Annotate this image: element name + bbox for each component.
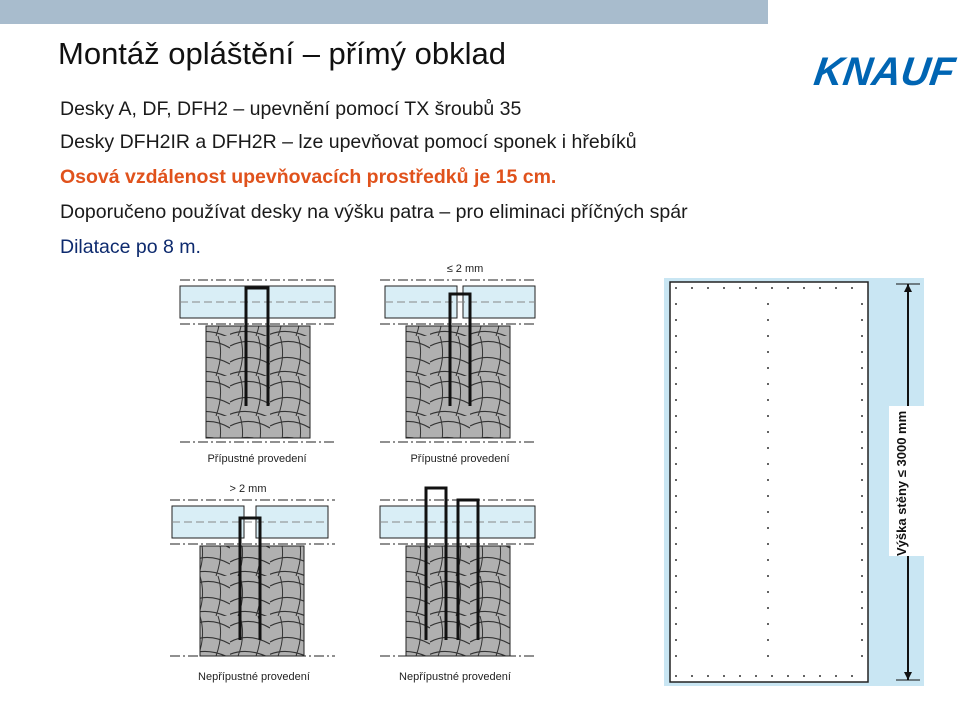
fastener-dot <box>675 575 677 577</box>
fastener-dot <box>861 383 863 385</box>
fastener-dot <box>861 655 863 657</box>
fastener-dot <box>851 287 853 289</box>
bullet-2: Desky DFH2IR a DFH2R – lze upevňovat pomocí sponek i hřebíků <box>60 131 637 153</box>
fastener-dot <box>861 335 863 337</box>
fastener-dot <box>767 575 769 577</box>
fastener-dot <box>861 575 863 577</box>
fastener-dot <box>767 655 769 657</box>
fastener-dot <box>675 543 677 545</box>
fastener-dot <box>675 415 677 417</box>
fastener-dot <box>803 287 805 289</box>
fastener-dot <box>819 287 821 289</box>
fastener-dot <box>675 287 677 289</box>
fastener-dot <box>771 675 773 677</box>
knauf-logo-text: KNAUF <box>811 49 958 94</box>
fastener-dot <box>861 479 863 481</box>
fastener-dot <box>675 527 677 529</box>
fastener-dot <box>861 367 863 369</box>
fastener-dot <box>767 607 769 609</box>
caption-top-right: Přípustné provedení <box>410 453 510 465</box>
fastener-dot <box>767 591 769 593</box>
bullet-3-highlight: Osová vzdálenost upevňovacích prostředků je 15 cm. <box>60 166 557 188</box>
fastener-dot <box>723 675 725 677</box>
fastener-dot <box>861 431 863 433</box>
fastener-dot <box>767 463 769 465</box>
fastener-dot <box>767 431 769 433</box>
fastener-dot <box>767 415 769 417</box>
fastener-dot <box>691 675 693 677</box>
fastener-dot <box>739 675 741 677</box>
fastener-dot <box>767 367 769 369</box>
fastener-dot <box>675 463 677 465</box>
fastener-dot <box>675 675 677 677</box>
fastener-dot <box>675 383 677 385</box>
bullet-5: Dilatace po 8 m. <box>60 236 201 258</box>
diagram-top-right <box>380 263 535 465</box>
fastener-dot <box>803 675 805 677</box>
fastener-dot <box>767 623 769 625</box>
fastener-dot <box>675 335 677 337</box>
fastener-dot <box>675 479 677 481</box>
fastener-dot <box>771 287 773 289</box>
bullet-1: Desky A, DF, DFH2 – upevnění pomocí TX šroubů 35 <box>60 98 522 120</box>
fastener-dot <box>861 399 863 401</box>
fastener-dot <box>675 447 677 449</box>
diagram-bottom-right <box>380 488 535 683</box>
wall-panel-diagram <box>664 278 924 686</box>
fastener-dot <box>861 447 863 449</box>
fastener-dot <box>861 639 863 641</box>
fastener-dot <box>787 287 789 289</box>
fastener-dot <box>675 399 677 401</box>
fastener-dot <box>675 303 677 305</box>
fastener-dot <box>767 527 769 529</box>
fastener-dot <box>767 447 769 449</box>
fastener-dot <box>767 511 769 513</box>
fastener-dot <box>861 319 863 321</box>
fastener-dot <box>767 351 769 353</box>
wall-height-label: Výška stěny ≤ 3000 mm <box>894 410 909 556</box>
fastener-diagrams <box>150 256 550 696</box>
fastener-dot <box>861 591 863 593</box>
fastener-dot <box>861 607 863 609</box>
fastener-dot <box>861 303 863 305</box>
fastener-dot <box>861 511 863 513</box>
fastener-dot <box>861 351 863 353</box>
fastener-dot <box>767 559 769 561</box>
gap-label-top-right: ≤ 2 mm <box>446 263 484 275</box>
fastener-dot <box>707 675 709 677</box>
fastener-dot <box>861 543 863 545</box>
fastener-dot <box>861 415 863 417</box>
knauf-logo <box>811 33 958 103</box>
fastener-dot <box>767 543 769 545</box>
fastener-dot <box>767 319 769 321</box>
fastener-dot <box>755 287 757 289</box>
fastener-dot <box>675 319 677 321</box>
fastener-dot <box>767 495 769 497</box>
fastener-dot <box>861 495 863 497</box>
diagram-top-left <box>180 280 335 465</box>
fastener-dot <box>755 675 757 677</box>
top-bar <box>0 0 768 24</box>
fastener-dot <box>723 287 725 289</box>
fastener-dot <box>835 675 837 677</box>
fastener-dot <box>739 287 741 289</box>
fastener-dot <box>675 367 677 369</box>
diagram-bottom-left <box>170 483 335 683</box>
fastener-dot <box>767 399 769 401</box>
fastener-dot <box>675 495 677 497</box>
fastener-dot <box>691 287 693 289</box>
fastener-dot <box>787 675 789 677</box>
caption-bottom-right: Nepřípustné provedení <box>399 671 511 683</box>
fastener-dot <box>675 591 677 593</box>
fastener-dot <box>675 431 677 433</box>
fastener-dot <box>675 559 677 561</box>
fastener-dot <box>675 511 677 513</box>
fastener-dot <box>861 463 863 465</box>
slide-title: Montáž opláštění – přímý obklad <box>58 36 507 71</box>
fastener-dot <box>767 335 769 337</box>
fastener-dot <box>861 527 863 529</box>
fastener-dot <box>861 623 863 625</box>
fastener-dot <box>675 623 677 625</box>
fastener-dot <box>767 383 769 385</box>
fastener-dot <box>851 675 853 677</box>
fastener-dot <box>861 559 863 561</box>
fastener-dot <box>819 675 821 677</box>
gap-label-bottom-left: > 2 mm <box>229 483 267 495</box>
fastener-dot <box>675 351 677 353</box>
fastener-dot <box>767 303 769 305</box>
caption-bottom-left: Nepřípustné provedení <box>198 671 310 683</box>
fastener-dot <box>707 287 709 289</box>
fastener-dot <box>675 639 677 641</box>
fastener-dot <box>767 639 769 641</box>
bullet-4: Doporučeno používat desky na výšku patra – pro eliminaci příčných spár <box>60 201 688 223</box>
fastener-dot <box>835 287 837 289</box>
fastener-dot <box>675 655 677 657</box>
fastener-dot <box>767 479 769 481</box>
caption-top-left: Přípustné provedení <box>207 453 307 465</box>
fastener-dot <box>675 607 677 609</box>
